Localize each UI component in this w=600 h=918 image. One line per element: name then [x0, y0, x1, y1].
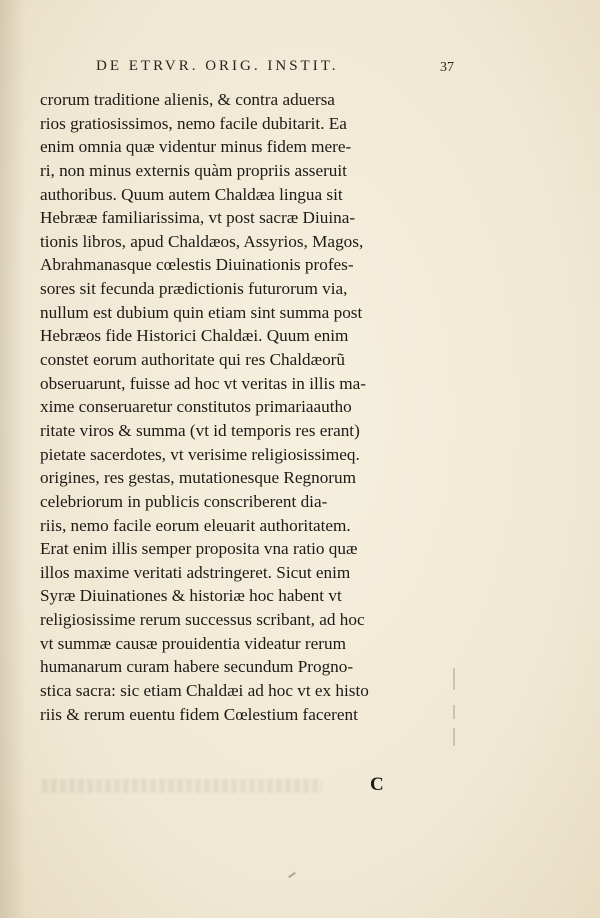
- text-line: vt summæ causæ prouidentia videatur rerum: [40, 633, 346, 653]
- text-line: humanarum curam habere secundum Progno-: [40, 657, 354, 677]
- text-line: nullum est dubium quin etiam sint summa post: [40, 302, 363, 322]
- text-line: rios gratiosissimos, nemo facile dubitarit. Ea: [40, 113, 347, 133]
- page-number: 37: [440, 60, 454, 75]
- text-line: ri, non minus externis quàm propriis asseruit: [40, 160, 347, 180]
- margin-mark: [453, 705, 455, 719]
- text-line: illos maxime veritati adstringeret. Sicut enim: [40, 562, 351, 582]
- text-line: pietate sacerdotes, vt verisime religiosissimeq.: [40, 444, 360, 464]
- show-through-text: [42, 779, 322, 793]
- text-line: crorum traditione alienis, & contra aduersa: [40, 90, 335, 109]
- text-line: xime conseruaretur constitutos primariaautho: [40, 397, 352, 417]
- text-line: Hebrææ familiarissima, vt post sacræ Diuina-: [40, 208, 356, 228]
- text-line: ritate viros & summa (vt id temporis res erant): [40, 420, 360, 440]
- text-line: origines, res gestas, mutationesque Regnorum: [40, 468, 356, 488]
- signature-mark: C: [370, 774, 384, 795]
- text-line: enim omnia quæ videntur minus fidem mere-: [40, 137, 352, 157]
- text-line: riis, nemo facile eorum eleuarit authoritatem.: [40, 515, 351, 535]
- margin-mark: [453, 668, 455, 690]
- text-line: constet eorum authoritate qui res Chaldæorũ: [40, 350, 346, 370]
- text-line: sores sit fecunda prædictionis futurorum via,: [40, 279, 348, 299]
- running-title: DE ETRVR. ORIG. INSTIT.: [96, 58, 339, 74]
- binding-shadow: [0, 0, 26, 918]
- text-line: religiosissime rerum successus scribant, ad hoc: [40, 610, 365, 630]
- body-text: [40, 88, 460, 726]
- paper-speck: [288, 872, 296, 878]
- text-line: Hebræos fide Historici Chaldæi. Quum enim: [40, 326, 349, 346]
- margin-mark: [453, 728, 455, 746]
- text-line: authoribus. Quum autem Chaldæa lingua sit: [40, 184, 343, 204]
- text-line: stica sacra: sic etiam Chaldæi ad hoc vt ex histo: [40, 681, 369, 701]
- text-line: obseruarunt, fuisse ad hoc vt veritas in illis ma-: [40, 373, 367, 393]
- text-line: Erat enim illis semper proposita vna ratio quæ: [40, 539, 358, 559]
- text-line: celebriorum in publicis conscriberent dia-: [40, 491, 328, 511]
- text-line: tionis libros, apud Chaldæos, Assyrios, Magos,: [40, 231, 364, 251]
- text-line: riis & rerum euentu fidem Cœlestium facerent: [40, 704, 358, 724]
- text-line: Syræ Diuinationes & historiæ hoc habent vt: [40, 586, 342, 606]
- text-line: Abrahmanasque cœlestis Diuinationis profes-: [40, 255, 354, 275]
